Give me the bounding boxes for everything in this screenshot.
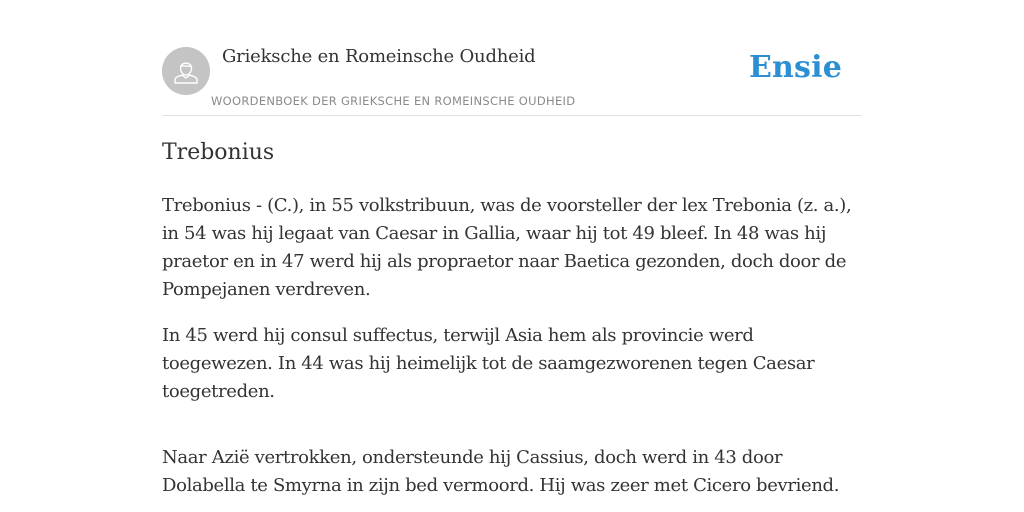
entry-paragraph: Trebonius - (C.), in 55 volkstribuun, was de voorsteller der lex Trebonia (z. a.), in 54 was hij legaat van Caesar in Gallia, waar hij tot 49 bleef. In 48 was hij praetor en in 47 werd hij als propraetor naar Baetica gezonden, doch door de Pompejanen verdreven. bbox=[162, 195, 852, 300]
ensie-logo[interactable]: Ensie bbox=[748, 50, 842, 85]
source-title[interactable]: Grieksche en Romeinsche Oudheid bbox=[222, 46, 536, 67]
source-header bbox=[162, 40, 862, 116]
source-subtitle: WOORDENBOEK DER GRIEKSCHE EN ROMEINSCHE OUDHEID bbox=[211, 94, 576, 108]
entry-title: Trebonius bbox=[162, 140, 275, 165]
entry-paragraph: Naar Azië vertrokken, ondersteunde hij Cassius, doch werd in 43 door Dolabella te Smyrna in zijn bed vermoord. Hij was zeer met Cicero bevriend. bbox=[162, 447, 840, 496]
entry-content bbox=[162, 192, 862, 512]
user-icon[interactable] bbox=[162, 47, 210, 95]
entry-paragraph: In 45 werd hij consul suffectus, terwijl Asia hem als provincie werd toegewezen. In 44 was hij heimelijk tot de saamgezworenen tegen Caesar toegetreden. bbox=[162, 325, 815, 402]
